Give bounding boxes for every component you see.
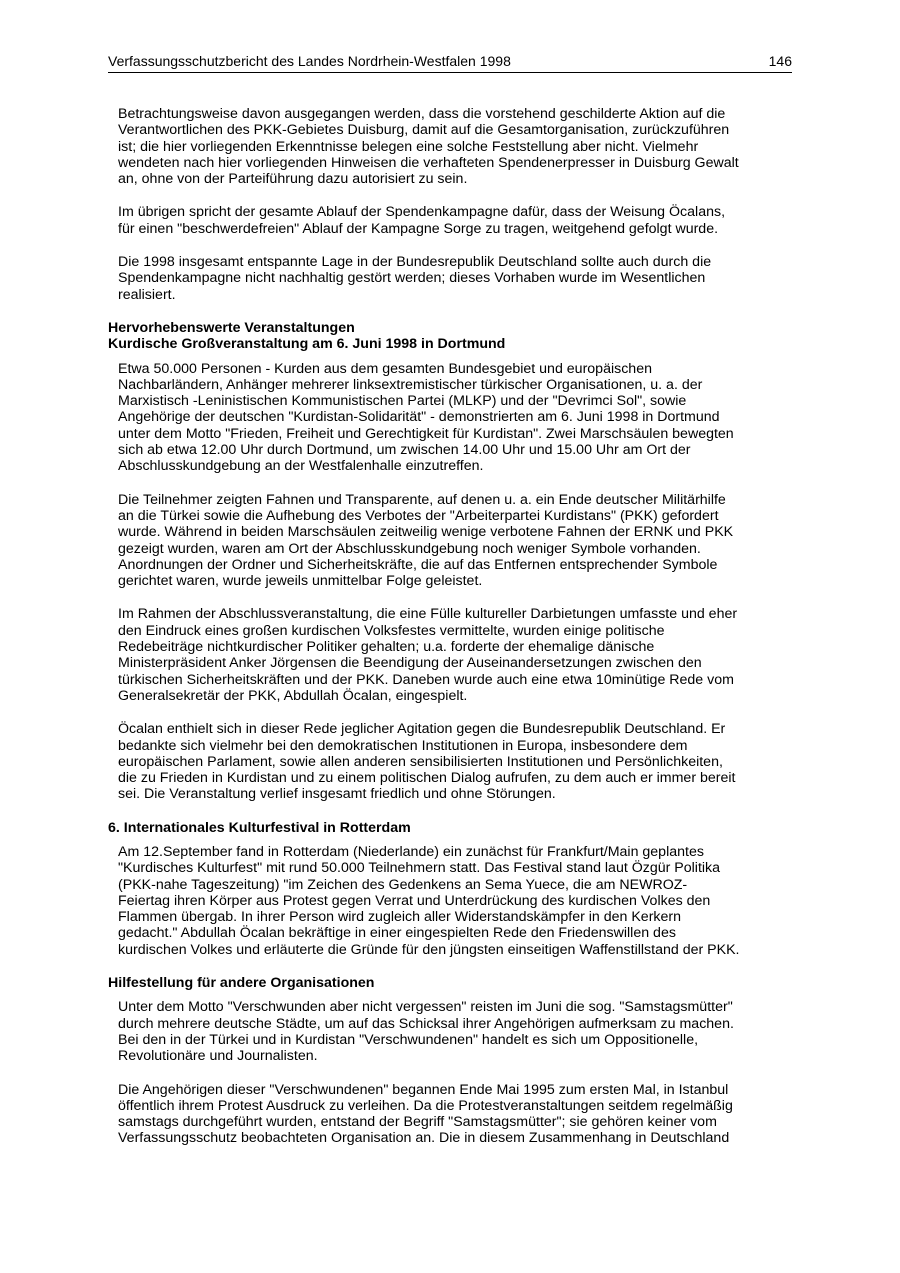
text-line: Generalsekretär der PKK, Abdullah Öcalan, eingespielt.: [118, 687, 468, 704]
section-heading: [108, 320, 798, 336]
text-line: bedankte sich vielmehr bei den demokratischen Institutionen in Europa, insbesondere dem: [118, 737, 688, 754]
text-line: Im Rahmen der Abschlussveranstaltung, die eine Fülle kultureller Darbietungen umfasste und eher: [118, 606, 738, 623]
text-line: Kurdische Großveranstaltung am 6. Juni 1998 in Dortmund: [108, 336, 506, 353]
text-line: "Kurdisches Kulturfest" mit rund 50.000 Teilnehmern statt. Das Festival stand laut Özgür Politika: [118, 860, 721, 877]
text-line: die zu Frieden in Kurdistan und zu einem politischen Dialog aufrufen, zu dem auch er immer bereit: [118, 770, 736, 787]
running-header: [108, 52, 792, 73]
text-line: europäischen Parlament, sowie allen anderen sensibilisierten Institutionen und Persönlichkeiten,: [118, 753, 723, 770]
text-line: gezeigt wurden, waren am Ort der Abschlusskundgebung noch weniger Symbole vorhanden.: [118, 540, 701, 557]
text-line: an, ohne von der Parteiführung dazu autorisiert zu sein.: [118, 171, 468, 188]
text-line: kurdischen Volkes und erläuterte die Gründe für den jüngsten einseitigen Waffenstillstand der PKK.: [118, 941, 740, 958]
text-line: Marxistisch -Leninistischen Kommunistischen Partei (MLKP) und der "Devrimci Sol", sowie: [118, 393, 687, 410]
text-line: Die Angehörigen dieser "Verschwundenen" begannen Ende Mai 1995 zum ersten Mal, in Istanbul: [118, 1081, 729, 1098]
text-line: unter dem Motto "Frieden, Freiheit und Gerechtigkeit für Kurdistan". Zwei Marschsäulen bewegten: [118, 425, 734, 442]
text-line: Flammen übergab. In ihrer Person wird zugleich aller Widerstandskämpfer in den Kerkern: [118, 909, 682, 926]
text-line: ist; die hier vorliegenden Erkenntnisse belegen eine solche Feststellung aber nicht. Vielmehr: [118, 138, 699, 155]
text-line: Ministerpräsident Anker Jörgensen die Beendigung der Auseinandersetzungen zwischen den: [118, 655, 702, 672]
paragraph: [118, 361, 798, 475]
section-heading: [108, 336, 798, 352]
text-line: Am 12.September fand in Rotterdam (Niederlande) ein zunächst für Frankfurt/Main geplantes: [118, 843, 704, 860]
text-line: Verantwortlichen des PKK-Gebietes Duisburg, damit auf die Gesamtorganisation, zurückzuführen: [118, 122, 730, 139]
text-line: Hervorhebenswerte Veranstaltungen: [108, 319, 355, 336]
text-line: für einen "beschwerdefreien" Ablauf der Kampagne Sorge zu tragen, weitgehend gefolgt wurde.: [118, 220, 719, 237]
paragraph: [118, 204, 798, 237]
paragraph: [118, 1082, 798, 1147]
paragraph: [118, 606, 798, 704]
text-line: Spendenkampagne nicht nachhaltig gestört werden; dieses Vorhaben wurde im Wesentlichen: [118, 270, 706, 287]
text-line: gerichtet waren, wurde jeweils unmittelbar Folge geleistet.: [118, 573, 483, 590]
text-line: Nachbarländern, Anhänger mehrerer linksextremistischer türkischer Organisationen, u. a. der: [118, 376, 703, 393]
text-line: Betrachtungsweise davon ausgegangen werden, dass die vorstehend geschilderte Aktion auf die: [118, 106, 726, 122]
text-line: Revolutionäre und Journalisten.: [118, 1048, 318, 1065]
text-line: samstags durchgeführt wurden, entstand der Begriff "Samstagsmütter"; sie gehören keiner vom: [118, 1114, 717, 1131]
text-line: Etwa 50.000 Personen - Kurden aus dem gesamten Bundesgebiet und europäischen: [118, 360, 652, 377]
text-line: durch mehrere deutsche Städte, um auf das Schicksal ihrer Angehörigen aufmerksam zu machen.: [118, 1015, 734, 1032]
page-number: 146: [768, 53, 792, 69]
text-line: (PKK-nahe Tageszeitung) "im Zeichen des Gedenkens an Sema Yuece, die am NEWROZ-: [118, 876, 688, 893]
text-line: an die Türkei sowie die Aufhebung des Verbotes der "Arbeiterpartei Kurdistans" (PKK) gefordert: [118, 507, 719, 524]
text-line: Hilfestellung für andere Organisationen: [108, 975, 375, 992]
section-heading: [108, 975, 798, 991]
text-line: realisiert.: [118, 286, 176, 303]
section-heading: [108, 820, 798, 836]
text-line: Abschlusskundgebung an der Westfalenhalle einzutreffen.: [118, 458, 484, 475]
text-line: Die Teilnehmer zeigten Fahnen und Transparente, auf denen u. a. ein Ende deutscher Militärhilfe: [118, 491, 726, 508]
text-line: Unter dem Motto "Verschwunden aber nicht vergessen" reisten im Juni die sog. "Samstagsmütter": [118, 999, 733, 1016]
paragraph: [118, 106, 798, 187]
text-line: Feiertag ihren Körper aus Protest gegen Verrat und Unterdrückung des kurdischen Volkes den: [118, 892, 711, 909]
text-line: öffentlich ihrem Protest Ausdruck zu verleihen. Da die Protestveranstaltungen seitdem regelmäßig: [118, 1097, 733, 1114]
document-body: [108, 106, 798, 1164]
text-line: Im übrigen spricht der gesamte Ablauf der Spendenkampagne dafür, dass der Weisung Öcalans,: [118, 204, 726, 221]
text-line: gedacht." Abdullah Öcalan bekräftige in einer eingespielten Rede den Friedenswillen des: [118, 925, 676, 942]
text-line: Anordnungen der Ordner und Sicherheitskräfte, die auf das Entfernen entsprechender Symbole: [118, 556, 718, 573]
text-line: wurde. Während in beiden Marschsäulen zeitweilig wenige verbotene Fahnen der ERNK und PKK: [118, 524, 734, 541]
paragraph: [118, 492, 798, 590]
paragraph: [118, 721, 798, 802]
text-line: den Eindruck eines großen kurdischen Volksfestes vermittelte, wurden einige politische: [118, 622, 665, 639]
text-line: Verfassungsschutz beobachteten Organisation an. Die in diesem Zusammenhang in Deutschland: [118, 1130, 730, 1147]
text-line: sei. Die Veranstaltung verlief insgesamt friedlich und ohne Störungen.: [118, 786, 556, 803]
text-line: Redebeiträge nichtkurdischer Politiker gehalten; u.a. forderte der ehemalige dänische: [118, 639, 655, 656]
text-line: Bei den in der Türkei und in Kurdistan "Verschwundenen" handelt es sich um Oppositionelle,: [118, 1031, 699, 1048]
text-line: sich ab etwa 12.00 Uhr durch Dortmund, um zwischen 14.00 Uhr und 15.00 Uhr am Ort der: [118, 442, 691, 459]
text-line: Die 1998 insgesamt entspannte Lage in der Bundesrepublik Deutschland sollte auch durch die: [118, 254, 712, 271]
text-line: wendeten nach hier vorliegenden Hinweisen die verhafteten Spendenerpresser in Duisburg Gewalt: [118, 154, 739, 171]
text-line: 6. Internationales Kulturfestival in Rotterdam: [108, 819, 411, 836]
text-line: türkischen Sicherheitskräften und der PKK. Daneben wurde auch eine etwa 10minütige Rede vom: [118, 671, 734, 688]
text-line: Angehörige der deutschen "Kurdistan-Solidarität" - demonstrierten am 6. Juni 1998 in Dortmund: [118, 409, 720, 426]
header-title: Verfassungsschutzbericht des Landes Nordrhein-Westfalen 1998: [108, 53, 511, 69]
paragraph: [118, 844, 798, 958]
paragraph: [118, 254, 798, 303]
paragraph: [118, 999, 798, 1064]
text-line: Öcalan enthielt sich in dieser Rede jeglicher Agitation gegen die Bundesrepublik Deutschland. Er: [118, 721, 726, 738]
